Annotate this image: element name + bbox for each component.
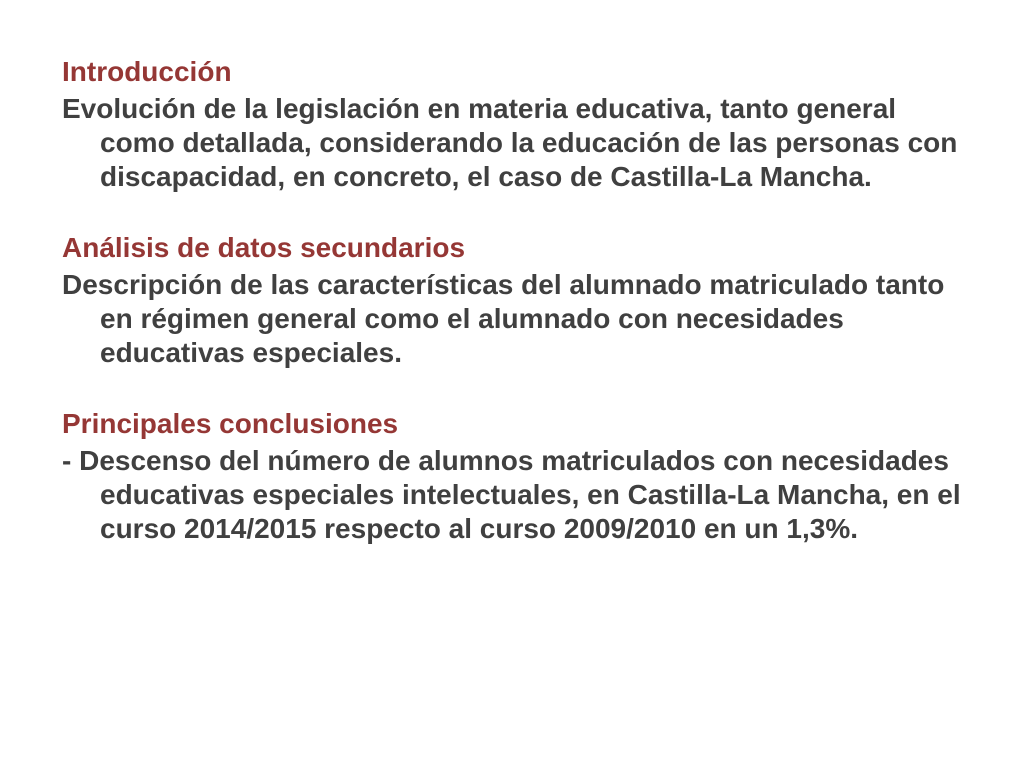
section-heading: Análisis de datos secundarios — [62, 232, 466, 263]
section-conclusiones — [62, 406, 964, 546]
section-body: Evolución de la legislación en materia educativa, tanto general como detallada, considerando la educación de las personas con discapacidad, en concreto, el caso de Castilla-La Mancha. — [62, 93, 958, 192]
section-heading: Principales conclusiones — [62, 408, 399, 439]
section-introduccion — [62, 54, 964, 194]
section-heading: Introducción — [62, 56, 232, 87]
section-body: - Descenso del número de alumnos matriculados con necesidades educativas especiales intelectuales, en Castilla-La Mancha, en el curso 2014/2015 respecto al curso 2009/2010 en un 1,3%. — [62, 445, 961, 544]
section-body: Descripción de las características del alumnado matriculado tanto en régimen general como el alumnado con necesidades educativas especiales. — [62, 269, 945, 368]
section-analisis-datos — [62, 230, 964, 370]
